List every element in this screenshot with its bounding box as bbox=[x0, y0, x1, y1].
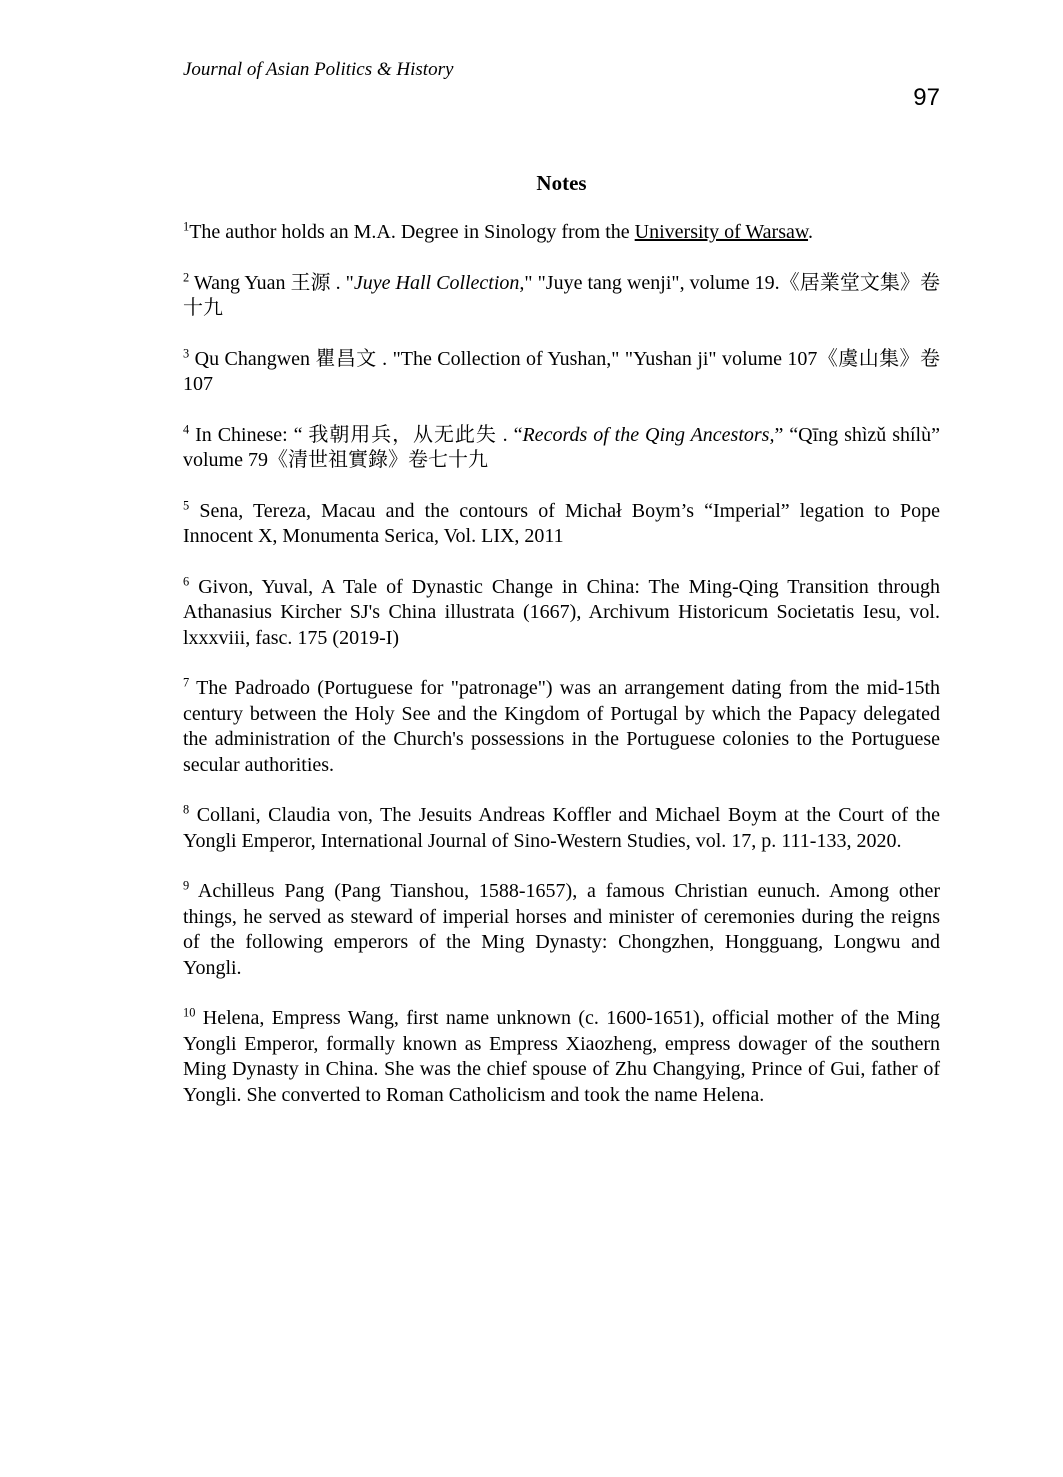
footnote-number: 5 bbox=[183, 497, 190, 512]
footnote-7 bbox=[183, 676, 940, 778]
footnote-text-segment: Helena, Empress Wang, first name unknown (c. 1600-1651), official mother of the Ming Yongli Emperor, formally known as Empress Xiaozheng, empress dowager of the southern Ming Dynasty in China. She was the chief spouse of Zhu Changying, Prince of Gui, father of Yongli. She converted to Roman Catholicism and took the name Helena. bbox=[183, 1007, 940, 1106]
page-content bbox=[183, 58, 940, 1133]
footnote-number: 7 bbox=[183, 675, 190, 690]
page-number: 97 bbox=[913, 84, 940, 111]
footnote-text-segment: The Padroado (Portuguese for "patronage") was an arrangement dating from the mid-15th century between the Holy See and the Kingdom of Portugal by which the Papacy delegated the administration of the Church's possessions in the Portuguese colonies to the Portuguese secular authorities. bbox=[183, 677, 940, 776]
footnote-text-segment: Sena, Tereza, Macau and the contours of Michał Boym’s “Imperial” legation to Pope Innocent X, Monumenta Serica, Vol. LIX, 2011 bbox=[183, 499, 940, 547]
footnote-text-segment: The author holds an M.A. Degree in Sinology from the bbox=[189, 221, 635, 243]
footnote-text-segment: Collani, Claudia von, The Jesuits Andreas Koffler and Michael Boym at the Court of the Yongli Emperor, International Journal of Sino-Western Studies, vol. 17, p. 111-133, 2020. bbox=[183, 804, 940, 852]
footnote-5 bbox=[183, 499, 940, 550]
footnote-text-segment: Achilleus Pang (Pang Tianshou, 1588-1657), a famous Christian eunuch. Among other things, he served as steward of imperial horses and minister of ceremonies during the reigns of the following emperors of the Ming Dynasty: Chongzhen, Hongguang, Longwu and Yongli. bbox=[183, 880, 940, 979]
journal-title: Journal of Asian Politics & History bbox=[183, 59, 454, 80]
footnote-number: 6 bbox=[183, 573, 190, 588]
footnote-1 bbox=[183, 220, 940, 246]
footnote-9 bbox=[183, 879, 940, 981]
footnote-text-segment: Juye Hall Collection, bbox=[353, 271, 525, 294]
footnote-number: 9 bbox=[183, 878, 190, 893]
footnote-4 bbox=[183, 423, 940, 474]
footnote-6 bbox=[183, 575, 940, 652]
notes-heading: Notes bbox=[536, 171, 587, 195]
footnote-text-segment: Qu Changwen 瞿昌文 . "The Collection of Yushan," "Yushan ji" volume 107《虞山集》卷 107 bbox=[183, 347, 940, 395]
footnote-8 bbox=[183, 803, 940, 854]
footnote-10 bbox=[183, 1006, 940, 1108]
footnotes-list bbox=[183, 220, 940, 1108]
footnote-number: 4 bbox=[183, 421, 190, 436]
footnote-2 bbox=[183, 271, 940, 322]
footnote-number: 2 bbox=[183, 269, 190, 284]
footnote-number: 1 bbox=[183, 219, 190, 234]
footnote-text-segment: Wang Yuan 王源 . " bbox=[189, 271, 354, 294]
footnote-text-segment: " "Juye tang wenji", volume 19.《居業堂文集》卷十九 bbox=[183, 271, 940, 319]
footnote-text-segment: Records of the Qing Ancestors, bbox=[522, 423, 775, 446]
footnote-number: 8 bbox=[183, 802, 190, 817]
footnote-3 bbox=[183, 347, 940, 398]
footnote-text-segment: Givon, Yuval, A Tale of Dynastic Change in China: The Ming-Qing Transition through Athanasius Kircher SJ's China illustrata (1667), Archivum Historicum Societatis Iesu, vol. lxxxviii, fasc. 175 (2019-I) bbox=[183, 575, 940, 649]
footnote-text-segment: ” “Qīng shìzǔ shílù” volume 79《清世祖實錄》卷七十九 bbox=[183, 423, 940, 471]
running-header bbox=[183, 58, 940, 82]
footnote-text-segment: . bbox=[808, 221, 814, 243]
footnote-text-segment: In Chinese: “ 我朝用兵，从无此失 . “ bbox=[189, 423, 523, 446]
footnote-number: 3 bbox=[183, 345, 190, 360]
footnote-number: 10 bbox=[183, 1005, 196, 1020]
footnote-text-segment: University of Warsaw bbox=[634, 221, 809, 243]
